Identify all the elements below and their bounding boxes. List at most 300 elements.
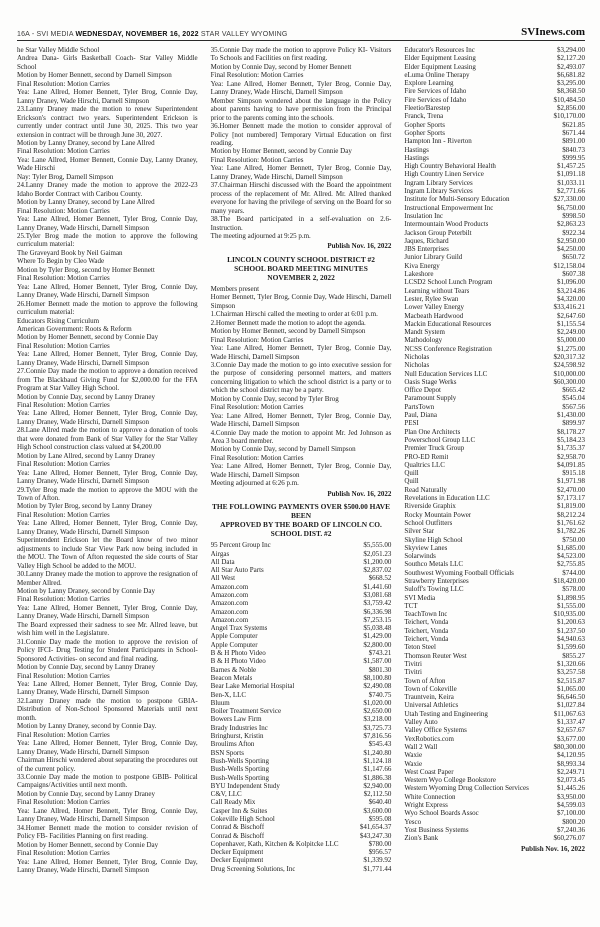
payment-amount: $4,940.63 [557, 635, 586, 644]
payee-name: BSN Sports [210, 748, 244, 757]
payee-name: Call Ready Mix [210, 798, 256, 807]
payee-name: Elder Equipment Leasing [404, 54, 476, 63]
payee-name: School Outfitters [404, 518, 453, 527]
payment-row [404, 444, 585, 452]
payment-amount: $2,470.00 [557, 485, 586, 494]
payment-row [211, 632, 392, 640]
heading-line: BEEN [290, 511, 312, 521]
paragraph: Final Resolution: Motion Carries [210, 155, 304, 164]
payment-row [404, 585, 585, 593]
payment-row [404, 204, 585, 212]
payee-name: Bluum [210, 698, 230, 707]
paragraph: he Star Valley Middle School [17, 46, 100, 54]
payment-amount: $3,677.00 [557, 734, 586, 743]
site-url: SVInews.com [521, 26, 585, 38]
payment-row [404, 776, 585, 784]
paragraph: Motion by Lanny Draney, second by Connie Day. [17, 722, 157, 731]
payment-amount: $8,100.80 [363, 673, 392, 682]
payment-row [404, 154, 585, 162]
payment-row [404, 834, 585, 842]
payment-amount: $3,295.00 [557, 79, 586, 88]
paragraph: Final Resolution: Motion Carries [210, 335, 304, 344]
payment-row [404, 237, 585, 245]
payment-amount: $1,445.26 [557, 784, 586, 793]
payment-row [404, 394, 585, 402]
page-header [17, 26, 585, 41]
payment-row [404, 743, 585, 751]
payment-amount: $1,761.62 [557, 518, 586, 527]
payee-name: Skyview Lanes [404, 543, 448, 552]
paragraph: Motion by Connie Day, second by Lanny Draney [17, 789, 155, 798]
payment-row [404, 569, 585, 577]
payee-name: Amazon.com [210, 615, 249, 624]
payment-amount: $915.18 [562, 469, 586, 478]
payment-row [404, 494, 585, 502]
paragraph: 32.Lanny Draney made the motion to postpone GBIA- Distribution of Non-School Sponsored Materials until next month. [17, 696, 198, 722]
payee-name: West Coast Paper [404, 767, 454, 776]
payee-name: Wright Express [404, 801, 448, 810]
payee-name: Apple Computer [210, 632, 258, 641]
payment-row [404, 303, 585, 311]
payment-row [404, 328, 585, 336]
payment-amount: $4,120.95 [557, 751, 586, 760]
paragraph: Yea: Lane Allred, Homer Bennett, Tyler Brog, Connie Day, Lanny Draney, Wade Hirschi, Darnell Simpson [17, 350, 198, 367]
minutes-continued-text [17, 46, 198, 874]
payment-row [404, 436, 585, 444]
payment-amount: $750.00 [562, 535, 586, 544]
payment-row [404, 660, 585, 668]
payment-amount: $1,898.95 [557, 593, 586, 602]
payment-amount: $840.73 [562, 145, 586, 154]
payment-row [404, 594, 585, 602]
payment-row [404, 87, 585, 95]
paragraph: Final Resolution: Motion Carries [210, 453, 304, 462]
payment-amount: $2,490.08 [363, 682, 392, 691]
payment-row [211, 591, 392, 599]
paragraph: Educators Rising Curriculum [17, 316, 100, 325]
payment-amount: $2,950.00 [557, 236, 586, 245]
edition-label: 16A - SVI MEDIA [17, 31, 76, 38]
paragraph: Final Resolution: Motion Carries [17, 79, 110, 88]
payment-row [211, 657, 392, 665]
paragraph: American Government: Roots & Reform [17, 324, 132, 333]
payment-amount: $2,800.00 [363, 640, 392, 649]
payee-name: Wall 2 Wall [404, 742, 438, 751]
payment-amount: $3,214.86 [557, 286, 586, 295]
payment-row [404, 536, 585, 544]
payee-name: Decker Equipment [210, 848, 264, 857]
payment-amount: $6,750.00 [557, 203, 586, 212]
payee-name: B & H Photo Video [210, 649, 266, 658]
payee-name: Fleetio/Barestep [404, 104, 451, 113]
payment-amount: $3,294.00 [557, 46, 586, 54]
payment-row [211, 541, 392, 549]
paragraph: 25.Tyler Brog made the motion to approve the following curriculum material: [17, 231, 198, 249]
payment-row [404, 137, 585, 145]
payment-row [404, 336, 585, 344]
payment-amount: $1,457.25 [557, 162, 586, 171]
minutes-heading [211, 255, 392, 282]
payment-amount: $8,993.34 [557, 759, 586, 768]
payment-amount: $800.20 [562, 817, 586, 826]
paragraph: Final Resolution: Motion Carries [210, 71, 304, 80]
payment-amount: $744.00 [562, 568, 586, 577]
payment-row [211, 815, 392, 823]
payee-name: JBS Enterprises [404, 245, 449, 254]
payee-name: Tivitri [404, 659, 422, 668]
payee-name: Mackin Educational Resources [404, 319, 492, 328]
payee-name: Insulation Inc [404, 211, 444, 220]
payment-amount: $10,170.00 [553, 112, 586, 121]
paragraph: Yea: Lane Allred, Homer Bennett, Tyler Brog, Connie Day, Lanny Draney, Wade Hirschi, Darnell Simpson [17, 88, 198, 105]
paragraph: Members present [210, 284, 260, 293]
paragraph: Final Resolution: Motion Carries [17, 341, 110, 350]
payment-amount: $10,935.00 [553, 610, 586, 619]
payee-name: Skyline High School [404, 535, 463, 544]
payee-name: TeachTown Inc [404, 610, 448, 619]
payment-amount: $2,657.67 [557, 726, 586, 735]
payee-name: Office Depot [404, 386, 441, 395]
paragraph: 37.Chairman Hirschi discussed with the Board the appointment process of the replacement of Mr. Allred. Mr. Allred thanked everyone for having the privilege of serving on the Board for so many years. [210, 181, 392, 215]
payee-name: Gopher Sports [404, 120, 445, 129]
payment-amount: $1,782.26 [557, 527, 586, 536]
payment-row [404, 179, 585, 187]
payment-row [404, 146, 585, 154]
payee-name: Revelations in Education LLC [404, 494, 490, 503]
payee-name: Universal Athletics [404, 701, 459, 710]
payment-row [404, 295, 585, 303]
payment-amount: $2,650.00 [363, 707, 392, 716]
article-columns [17, 46, 585, 874]
payment-row [211, 616, 392, 624]
payment-amount: $2,249.00 [557, 328, 586, 337]
payment-row [404, 701, 585, 709]
payee-name: Fire Services of Idaho [404, 95, 467, 104]
payee-name: Premier Truck Group [404, 444, 465, 453]
payee-name: Junior Library Guild [404, 253, 463, 262]
paragraph: Homer Bennett, Tyler Brog, Connie Day, Wade Hirschi, Darnell Simpson [210, 293, 392, 310]
payment-row [404, 71, 585, 79]
payment-row [211, 724, 392, 732]
payment-amount: $8,178.27 [557, 427, 586, 436]
payment-row [404, 718, 585, 726]
payment-amount: $5,555.00 [363, 541, 392, 550]
payment-amount: $3,759.42 [363, 599, 392, 608]
payee-name: Waxie [404, 751, 423, 760]
payment-amount: $650.72 [562, 253, 586, 262]
payment-amount: $855.27 [562, 651, 586, 660]
paragraph: Yea: Lane Allred, Homer Bennett, Tyler Brog, Connie Day, Lanny Draney, Wade Hirschi, Darnell Simpson [17, 603, 198, 621]
payment-row [211, 666, 392, 674]
payee-name: Hastings [404, 145, 429, 154]
paragraph: 23.Lanny Draney made the motion to renew Superintendent Erickson's contract two years. Superintendent Erickson is currently under contract until June 30, 2025. This two year extension in contract will be through June 30, 2027. [17, 105, 198, 139]
paragraph: Chairman Hirschi wondered about separating the procedures out of the current policy. [17, 756, 198, 773]
column-left [17, 46, 198, 874]
payment-amount: $2,837.02 [363, 566, 392, 575]
payment-amount: $7,240.36 [557, 825, 586, 834]
payee-name: Thomson Reuter West [404, 651, 467, 660]
payee-name: Teton Steel [404, 643, 436, 652]
paragraph: Superintendent Erickson let the Board know of two minor adjustments to include Star View Park now being included in the MOU. The Town of Afton requested the side courts of Star Valley High School be added to the MOU. [17, 536, 198, 570]
payment-amount: $60,276.07 [553, 834, 586, 843]
payee-name: Fire Services of Idaho [404, 87, 467, 96]
payment-row [211, 740, 392, 748]
payee-name: Airgas [210, 549, 230, 558]
payment-amount: $10,000.00 [553, 369, 586, 378]
payment-row [211, 865, 392, 873]
payee-name: Angel Trax Systems [210, 624, 268, 633]
payee-name: Learning without Tears [404, 286, 470, 295]
payee-name: Drug Screening Solutions, Inc [210, 864, 296, 873]
payee-name: Bush-Wells Sporting [210, 756, 270, 765]
payee-name: Quill [404, 469, 419, 478]
payment-row [404, 262, 585, 270]
payment-row [211, 691, 392, 699]
payment-row [404, 253, 585, 261]
payment-row [404, 577, 585, 585]
payment-amount: $1,771.44 [363, 864, 392, 873]
payee-name: Paul, Diana [404, 411, 438, 420]
payment-amount: $545.43 [368, 740, 392, 749]
payment-row [404, 453, 585, 461]
payment-row [211, 715, 392, 723]
payee-name: Instructional Empowerment Inc [404, 203, 494, 212]
payment-amount: $2,958.70 [557, 452, 586, 461]
payment-row [211, 550, 392, 558]
payee-name: Trauntvein, Keira [404, 693, 454, 702]
payment-row [404, 229, 585, 237]
payment-row [404, 411, 585, 419]
payee-name: Suloff's Towing LLC [404, 585, 464, 594]
payee-name: Nicholas [404, 361, 430, 370]
paragraph: Motion by Lanny Draney, second by Lane Allred [17, 138, 155, 147]
payee-name: Quill [404, 477, 419, 486]
heading-line: LINCOLN COUNTY SCHOOL DISTRICT #2 [227, 254, 375, 264]
payment-amount: $7,816.56 [363, 732, 392, 741]
payment-amount: $545.04 [562, 394, 586, 403]
payment-amount: $5,184.23 [557, 435, 586, 444]
payment-row [404, 627, 585, 635]
paragraph: Final Resolution: Motion Carries [210, 403, 304, 412]
payee-name: C&V, LLC [210, 790, 242, 799]
payment-amount: $5,000.00 [557, 336, 586, 345]
paragraph: Motion by Tyler Brog, second by Homer Bennett [17, 265, 155, 274]
payment-row [404, 735, 585, 743]
paragraph: Motion by Lane Allred, second by Lanny Draney [17, 451, 156, 460]
payee-name: Waxie [404, 759, 423, 768]
payee-name: Silver Star [404, 527, 435, 536]
payee-name: Barnes & Noble [210, 665, 257, 674]
heading-line: NOVEMBER 2, 2022 [267, 272, 335, 282]
payment-amount: $621.85 [562, 120, 586, 129]
payee-name: eLuma Online Therapy [404, 70, 470, 79]
payee-name: Nicholas [404, 352, 430, 361]
paragraph: 29.Tyler Brog made the motion to approve the MOU with the Town of Afton. [17, 485, 198, 503]
payment-row [404, 345, 585, 353]
payee-name: LCSD2 School Lunch Program [404, 278, 493, 287]
paragraph: Yea: Lane Allred, Homer Bennett, Tyler Brog, Connie Day, Wade Hirschi, Darnell Simpson [210, 344, 392, 361]
payee-name: PRO-ED Remit [404, 452, 449, 461]
payment-row [211, 840, 392, 848]
payment-row [404, 129, 585, 137]
payment-amount: $43,247.30 [359, 831, 392, 840]
payment-row [404, 502, 585, 510]
payee-name: Yesco [404, 817, 422, 826]
payment-row [211, 765, 392, 773]
payee-name: PartsTown [404, 402, 435, 411]
payment-amount: $567.56 [562, 402, 586, 411]
paragraph: Motion by Connie Day, second by Lanny Draney [17, 392, 155, 401]
heading-line: SCHOOL DIST. #2 [270, 529, 332, 539]
payee-name: All Star Auto Parts [210, 566, 264, 575]
payee-name: Lester, Rylee Swan [404, 294, 459, 303]
payment-amount: $1,337.47 [557, 718, 586, 727]
payment-row [404, 652, 585, 660]
masthead [17, 31, 287, 38]
payee-name: White Connection [404, 792, 456, 801]
payment-row [404, 353, 585, 361]
heading-line: THE FOLLOWING PAYMENTS OVER $500.00 HAVE [211, 502, 391, 512]
payee-name: Amazon.com [210, 607, 249, 616]
payment-amount: $1,065.00 [557, 684, 586, 693]
payment-amount: $780.00 [368, 839, 392, 848]
payment-row [404, 801, 585, 809]
paragraph: 31.Connie Day made the motion to approve the revision of Policy IFCI- Drug Testing for Student Participants in School-Sponsored Activities- on second and final reading. [17, 637, 198, 663]
payment-amount: $1,587.00 [363, 657, 392, 666]
payee-name: Conrad & Bischoff [210, 823, 265, 832]
payment-amount: $998.50 [562, 211, 586, 220]
paragraph: Yea: Lane Allred, Homer Bennett, Tyler Brog, Connie Day, Wade Hirschi, Darnell Simpson [210, 411, 392, 429]
payment-row [404, 726, 585, 734]
payee-name: Western Wyo College Bookstore [404, 776, 496, 785]
payment-amount: $3,600.00 [363, 806, 392, 815]
paragraph: Yea: Lane Allred, Homer Bennett, Tyler Brog, Connie Day, Lanny Draney, Wade Hirschi, Darnell Simpson [17, 215, 198, 232]
payment-amount: $2,073.45 [557, 776, 586, 785]
payment-amount: $1,237.50 [557, 626, 586, 635]
paragraph: The meeting adjourned at 9:25 p.m. [210, 231, 311, 240]
payment-amount: $5,038.48 [363, 624, 392, 633]
payment-amount: $595.08 [368, 815, 392, 823]
payment-amount: $1,441.60 [363, 582, 392, 591]
minutes-nov2-text [211, 285, 392, 488]
payment-amount: $3,257.58 [557, 668, 586, 677]
payment-row [404, 170, 585, 178]
payment-amount: $24,598.92 [553, 361, 586, 370]
payments-list-part1 [211, 541, 392, 873]
paragraph: 34.Homer Bennett made the motion to consider revision of Policy FB- Facilities Planning on first reading. [17, 823, 198, 841]
payment-row [404, 809, 585, 817]
payment-amount: $1,685.00 [557, 543, 586, 552]
payment-row [404, 610, 585, 618]
payment-row [211, 608, 392, 616]
payment-row [404, 544, 585, 552]
paragraph: Yea: Lane Allred, Homer Bennett, Tyler Brog, Connie Day, Lanny Draney, Wade Hirschi, Darnell Simpson [17, 806, 198, 824]
payment-row [404, 818, 585, 826]
paragraph: Final Resolution: Motion Carries [17, 849, 110, 858]
paragraph: 24.Lanny Draney made the motion to approve the 2022-23 Idaho Border Contract with Caribou County. [17, 181, 198, 198]
paragraph: Final Resolution: Motion Carries [17, 671, 110, 680]
payment-amount: $668.52 [368, 574, 392, 583]
payment-amount: $6,681.82 [557, 70, 586, 79]
paragraph: Final Resolution: Motion Carries [17, 798, 110, 807]
payee-name: Lakeshore [404, 270, 434, 279]
paragraph: 35.Connie Day made the motion to approve Policy KI- Visitors To Schools and Facilities on first reading. [210, 46, 392, 63]
payee-name: Valley Auto [404, 718, 438, 727]
payment-amount: $2,647.60 [557, 311, 586, 320]
payee-name: Boiler Treatment Service [210, 707, 282, 716]
payee-name: Lower Valley Energy [404, 303, 464, 312]
payment-amount: $1,124.18 [363, 756, 392, 765]
payee-name: Strawberry Enterprises [404, 577, 469, 585]
payment-row [211, 574, 392, 582]
payee-name: Bush-Wells Sporting [210, 773, 270, 782]
payee-name: Mandt System [404, 328, 445, 337]
payee-name: Plan One Architects [404, 427, 461, 436]
payment-row [404, 287, 585, 295]
paragraph: Final Resolution: Motion Carries [17, 730, 110, 739]
payment-amount: $20,317.32 [553, 352, 586, 361]
paragraph: Yea: Lane Allred, Homer Bennett, Tyler Brog, Connie Day, Lanny Draney, Wade Hirschi, Darnell Simpson [17, 857, 198, 874]
paragraph: 33.Connie Day made the motion to postpone GBIB- Political Campaigns/Activities until next month. [17, 772, 198, 790]
payment-amount: $33,416.21 [553, 303, 586, 312]
payment-row [404, 486, 585, 494]
payment-row [404, 162, 585, 170]
payment-row [404, 104, 585, 112]
payee-name: Hampton Inn - Riverton [404, 137, 472, 146]
payment-amount: $1,275.00 [557, 344, 586, 353]
payment-row [404, 403, 585, 411]
payment-amount: $2,755.85 [557, 560, 586, 569]
paragraph: Final Resolution: Motion Carries [17, 274, 110, 283]
minutes-continued-text-2 [211, 46, 392, 240]
payee-name: Institute for Multi-Sensory Education [404, 195, 510, 204]
payment-amount: $1,971.98 [557, 477, 586, 486]
payee-name: Solarwinds [404, 552, 436, 561]
payment-row [404, 635, 585, 643]
payment-amount: $18,420.00 [553, 577, 586, 585]
payment-amount: $11,067.63 [553, 709, 586, 718]
payment-amount: $640.40 [368, 798, 392, 807]
payment-amount: $899.97 [562, 419, 586, 428]
payment-row [404, 46, 585, 54]
paragraph: Motion by Homer Bennett, second by Darnell Simpson [17, 71, 172, 80]
paragraph: The Graveyard Book by Neil Gaiman [17, 248, 123, 257]
payment-row [404, 121, 585, 129]
paragraph: Yea: Lane Allred, Homer Bennett, Connie Day, Lanny Draney, Wade Hirschi [17, 155, 198, 173]
payment-amount: $2,112.50 [363, 790, 392, 799]
paragraph: Yea: Lane Allred, Homer Bennett, Tyler Brog, Connie Day, Lanny Draney, Wade Hirschi, Darnell Simpson [17, 468, 198, 486]
payment-amount: $1,147.66 [363, 765, 392, 774]
payment-row [404, 63, 585, 71]
payment-amount: $4,250.00 [557, 245, 586, 254]
payment-row [404, 54, 585, 62]
payments-heading [211, 502, 392, 538]
payment-row [404, 710, 585, 718]
paragraph: 38.The Board participated in a self-evaluation on 2.6-Instruction. [210, 215, 392, 232]
payment-row [404, 245, 585, 253]
payment-row [404, 643, 585, 651]
payee-name: Intermountain Wood Products [404, 220, 489, 229]
paragraph: Motion by Homer Bennett, second by Darnell Simpson [210, 327, 366, 336]
payee-name: Wyo School Boards Assoc [404, 809, 479, 818]
paragraph: Yea: Lane Allred, Homer Bennett, Tyler Brog, Connie Day, Lanny Draney, Wade Hirschi, Darnell Simpson [17, 679, 198, 697]
payment-row [211, 732, 392, 740]
payment-row [211, 782, 392, 790]
payee-name: Bush-Wells Sporting [210, 765, 270, 774]
payee-name: Zion's Bank [404, 834, 439, 843]
paragraph: Andrea Dana- Girls Basketball Coach- Star Valley Middle School [17, 54, 198, 71]
payment-row [211, 774, 392, 782]
